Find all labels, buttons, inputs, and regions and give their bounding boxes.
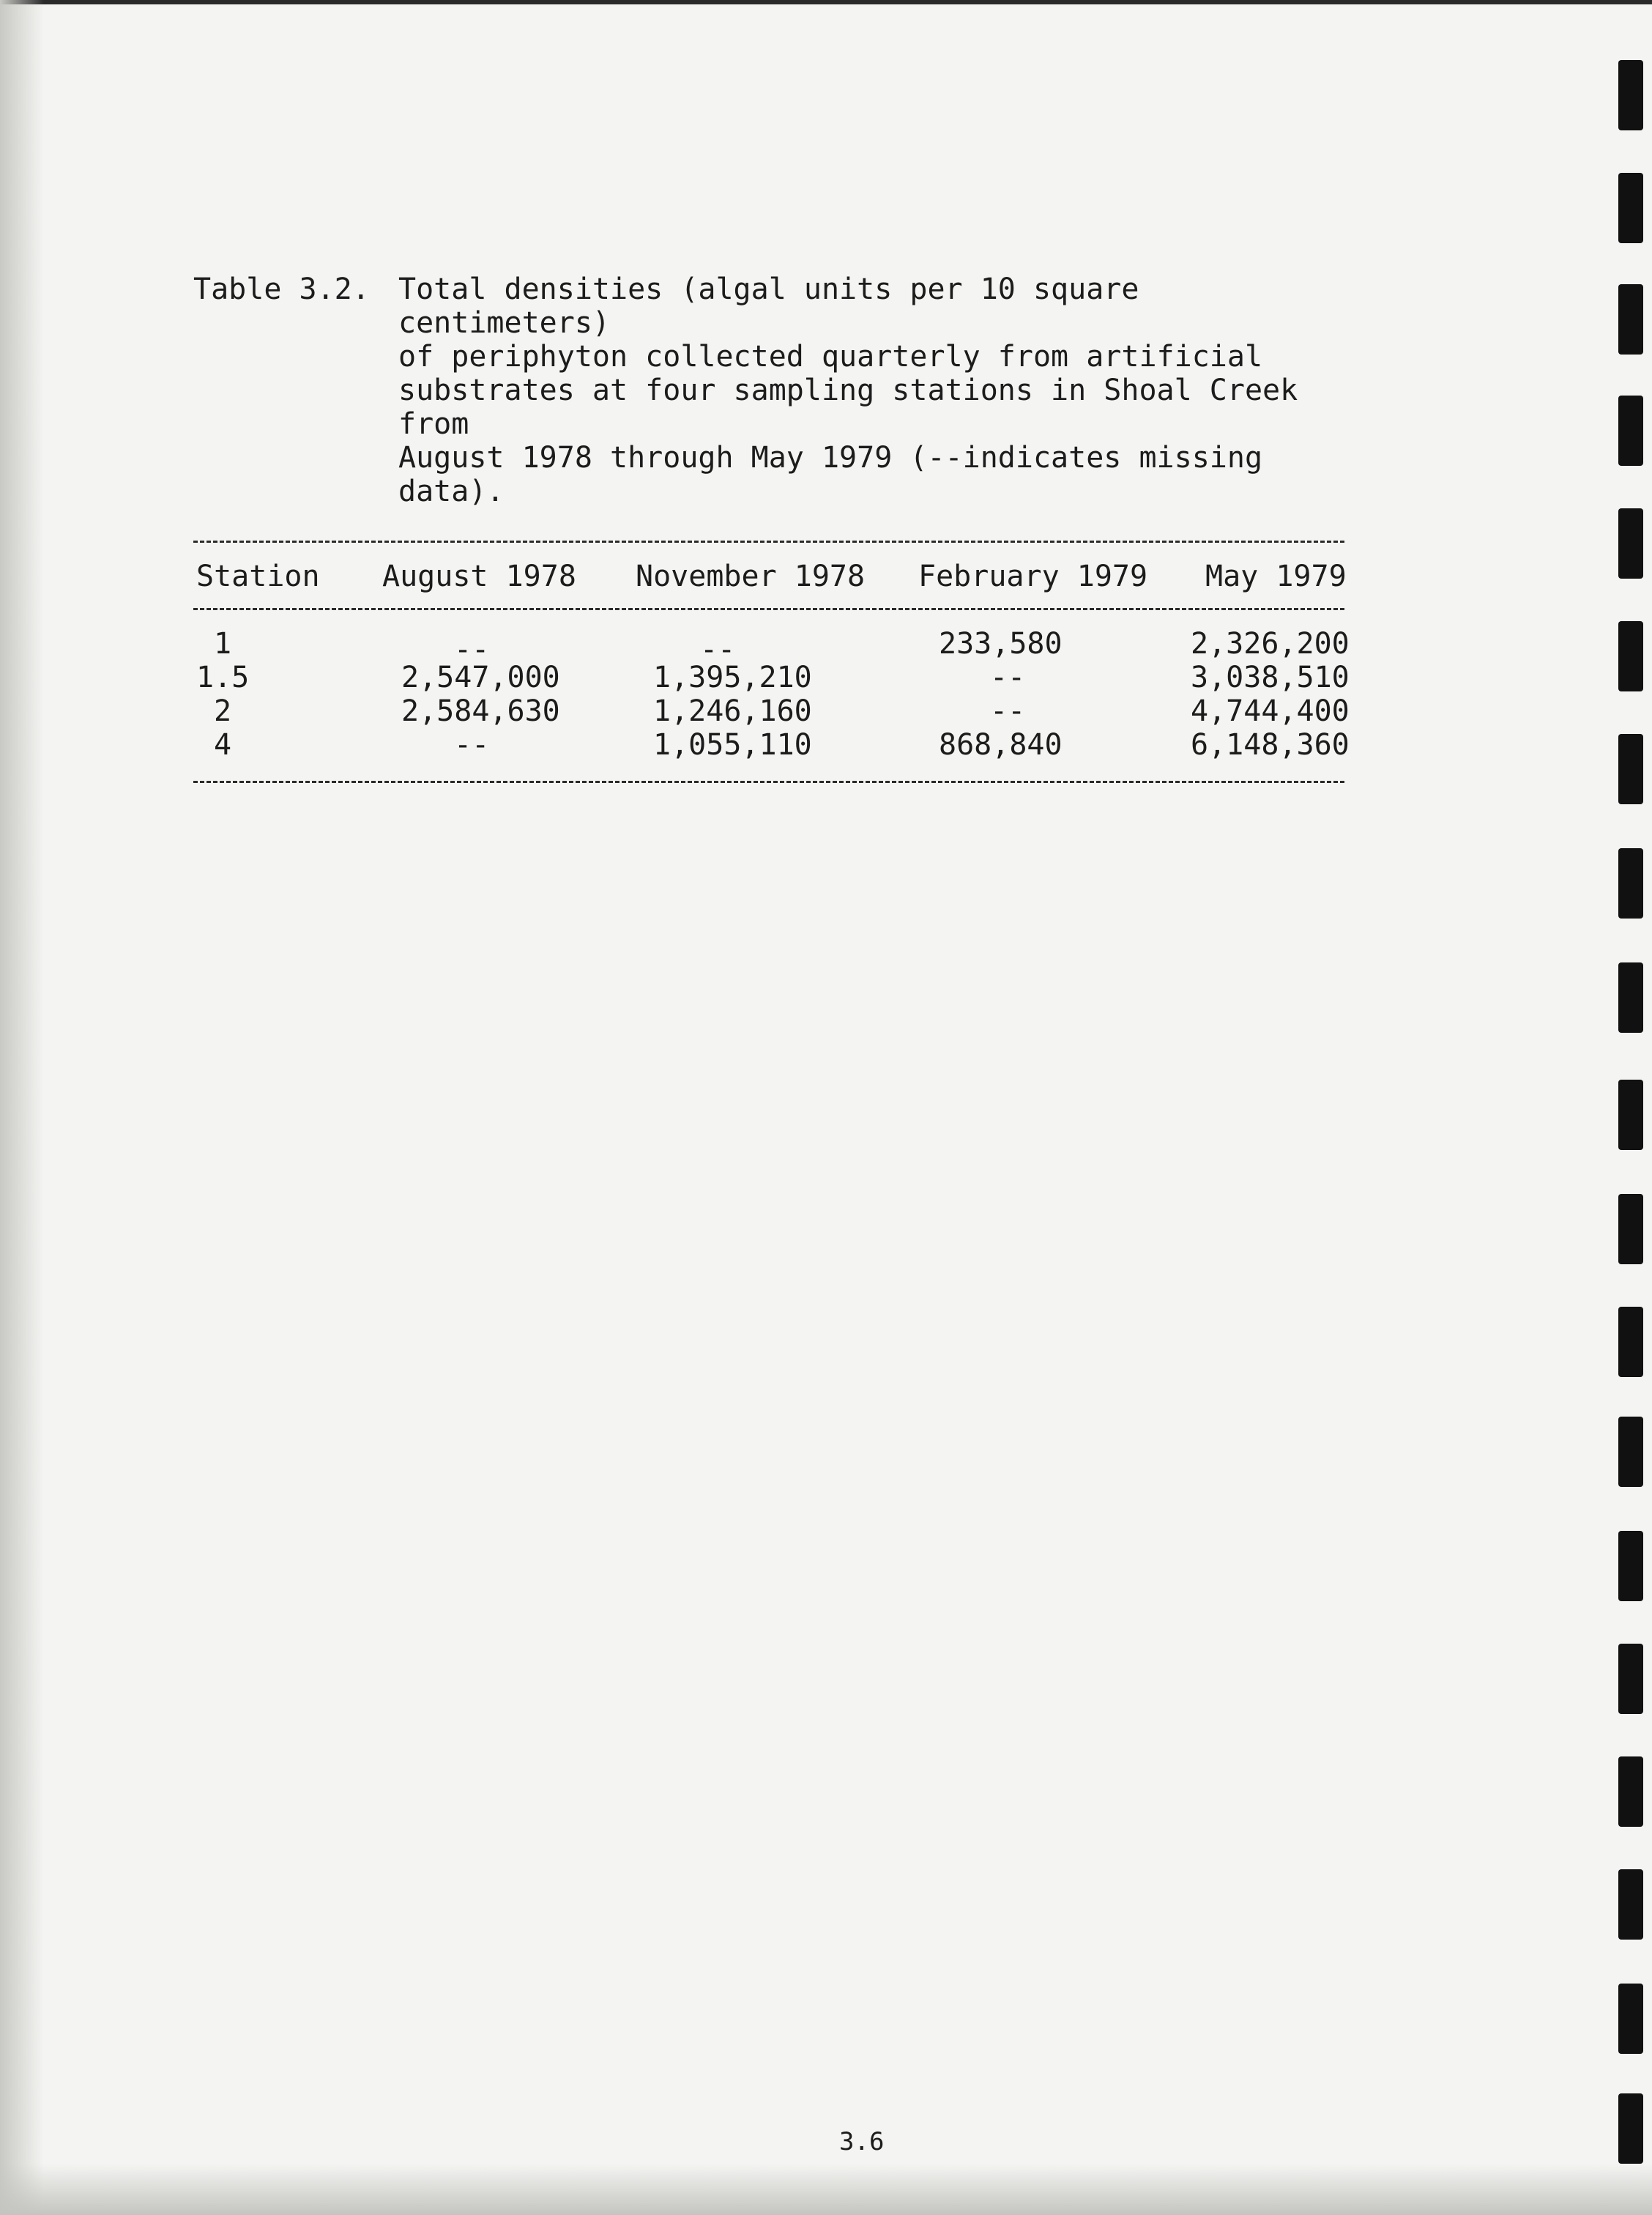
table-cell-may-1979: 2,326,200	[1191, 627, 1350, 661]
binding-hole-mark	[1618, 848, 1643, 919]
header-august-1978: August 1978	[382, 560, 576, 593]
table-cell-november-1978: 1,395,210	[653, 661, 812, 694]
binding-hole-mark	[1618, 1531, 1643, 1601]
header-may-1979: May 1979	[1205, 560, 1347, 593]
binding-hole-mark	[1618, 734, 1643, 804]
binding-hole-mark	[1618, 508, 1643, 579]
binding-hole-mark	[1618, 621, 1643, 691]
table-cell-station: 4	[214, 728, 232, 762]
header-november-1978: November 1978	[636, 560, 866, 593]
caption-text: Total densities (algal units per 10 square centimeters) of periphyton collected quarterly from artificial substrates at four sampling stations in Shoal Creek from August 1978 through May 1979 (--indicates missing data).	[398, 272, 1298, 508]
table-cell-february-1979: --	[990, 694, 1026, 728]
table-cell-august-1978: 2,547,000	[401, 661, 560, 694]
binding-hole-mark	[1618, 1307, 1643, 1377]
caption-label: Table 3.2.	[193, 272, 370, 306]
binding-hole-mark	[1618, 396, 1643, 466]
header-february-1979: February 1979	[918, 560, 1148, 593]
table-cell-station: 2	[214, 694, 232, 728]
page-top-edge	[0, 0, 1652, 4]
binding-hole-mark	[1618, 1417, 1643, 1487]
table-header-rule	[193, 608, 1344, 610]
table-cell-may-1979: 6,148,360	[1191, 728, 1350, 762]
binding-hole-mark	[1618, 1644, 1643, 1714]
binding-hole-mark	[1618, 2093, 1643, 2164]
table-cell-november-1978: 1,246,160	[653, 694, 812, 728]
binding-hole-mark	[1618, 60, 1643, 130]
table-cell-february-1979: 233,580	[939, 627, 1063, 661]
binding-hole-mark	[1618, 173, 1643, 243]
table-cell-may-1979: 4,744,400	[1191, 694, 1350, 728]
binding-hole-mark	[1618, 284, 1643, 355]
table-cell-station: 1.5	[196, 661, 250, 694]
table-cell-may-1979: 3,038,510	[1191, 661, 1350, 694]
binding-hole-mark	[1618, 1984, 1643, 2054]
table-cell-november-1978: --	[700, 633, 736, 667]
table-bottom-rule	[193, 781, 1344, 783]
page-number: 3.6	[839, 2127, 885, 2156]
binding-hole-mark	[1618, 1080, 1643, 1150]
header-station: Station	[196, 560, 320, 593]
binding-hole-mark	[1618, 1756, 1643, 1827]
scan-shadow-left	[0, 0, 44, 2215]
binding-hole-mark	[1618, 1194, 1643, 1264]
binding-hole-mark	[1618, 1869, 1643, 1940]
scan-shadow-bottom	[0, 2164, 1652, 2215]
table-top-rule	[193, 541, 1344, 543]
table-cell-november-1978: 1,055,110	[653, 728, 812, 762]
table-cell-august-1978: --	[454, 728, 490, 762]
table-cell-station: 1	[214, 627, 232, 661]
table-cell-february-1979: 868,840	[939, 728, 1063, 762]
table-cell-august-1978: --	[454, 633, 490, 667]
binding-hole-mark	[1618, 962, 1643, 1033]
table-cell-august-1978: 2,584,630	[401, 694, 560, 728]
table-cell-february-1979: --	[990, 661, 1026, 694]
